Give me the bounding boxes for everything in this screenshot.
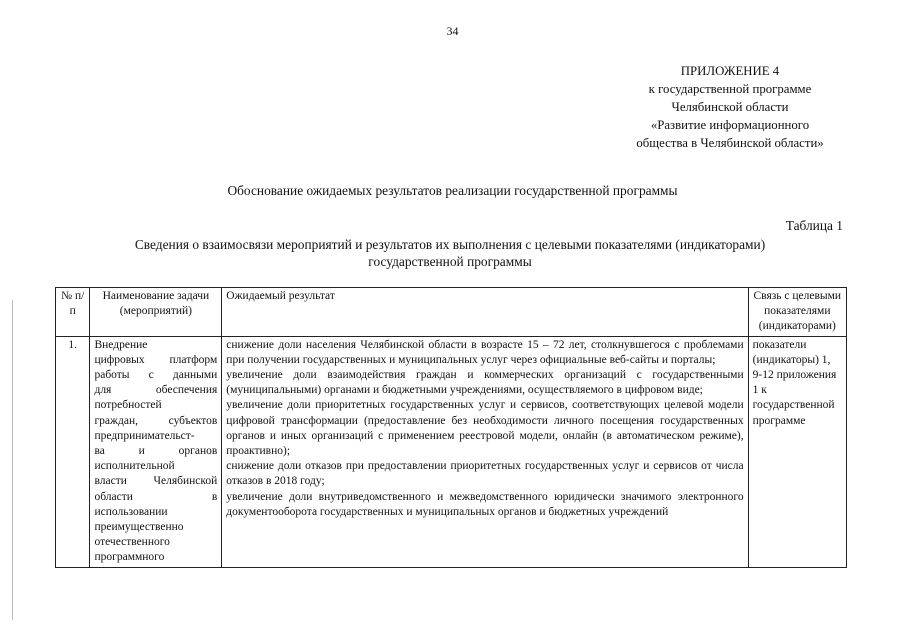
cell-task [90,336,222,567]
table-row [56,336,847,567]
appendix-line: общества в Челябинской области» [636,136,824,150]
appendix-line: «Развитие информационного [650,118,810,132]
table-caption-line: Сведения о взаимосвязи мероприятий и результатов их выполнения с целевыми показателями (индикаторами) [134,237,766,252]
appendix-line: Челябинской области [671,100,789,114]
result-item: увеличение доли внутриведомственного и межведомственного юридически значимого электронного документооборота государственных и муниципальных органов и бюджетных учреждений [226,490,744,518]
task-line: Внедрение [94,338,148,351]
header-result: Ожидаемый результат [222,288,748,337]
task-line: программного [94,551,165,564]
task-line: потребностей [94,399,162,412]
task-line: отечественного [94,536,170,549]
table-header-row [56,288,847,337]
task-line: цифровых платформ [94,353,218,366]
table-caption-line: государственной программы [368,254,532,269]
cell-link: показатели (индикаторы) 1, 9-12 приложения 1 к государственной программе [748,336,846,567]
result-item: снижение доли населения Челябинской области в возрасте 15 – 72 лет, столкнувшегося с проблемами при получении государственных и муниципальных услуг через официальные веб-сайты и порталы; [226,338,744,366]
task-line: для обеспечения [94,384,218,397]
table-label: Таблица 1 [785,218,843,233]
result-item: увеличение доли приоритетных государственных услуг и сервисов, соответствующих целевой модели цифровой трансформации (предоставление без необходимости личного посещения государственных органов и иных организаций с применением реестровой модели, онлайн (в автоматическом режиме), проактивно); [226,399,744,458]
cell-result [222,336,748,567]
header-num: № п/п [56,288,90,337]
task-line: власти Челябинской [94,475,218,488]
task-line: области в [94,490,218,503]
table-caption [60,236,840,270]
task-line: работы с данными [94,369,218,382]
header-link: Связь с целевыми показателями (индикаторами) [748,288,846,337]
result-item: увеличение доли взаимодействия граждан и коммерческих организаций с государственными (муниципальными) органами и бюджетными учреждениями, осуществляемого в цифровом виде; [226,369,744,397]
result-item: снижение доли отказов при предоставлении приоритетных государственных услуг и сервисов от числа отказов в 2018 году; [226,460,744,488]
header-task: Наименование задачи (мероприятий) [90,288,222,337]
results-table [55,287,847,568]
task-line: преимущественно [94,521,184,534]
document-title: Обоснование ожидаемых результатов реализации государственной программы [227,183,678,198]
cell-num: 1. [56,336,90,567]
scan-artifact-line [12,300,13,620]
page-number: 34 [446,24,459,38]
task-line: предпринимательст- [94,429,195,442]
appendix-block [560,62,900,152]
task-line: граждан, субъектов [94,414,218,427]
appendix-line: ПРИЛОЖЕНИЕ 4 [680,64,780,78]
task-line: ва и органов [94,445,218,458]
task-line: исполнительной [94,460,175,473]
task-line: использовании [94,505,168,518]
appendix-line: к государственной программе [648,82,812,96]
